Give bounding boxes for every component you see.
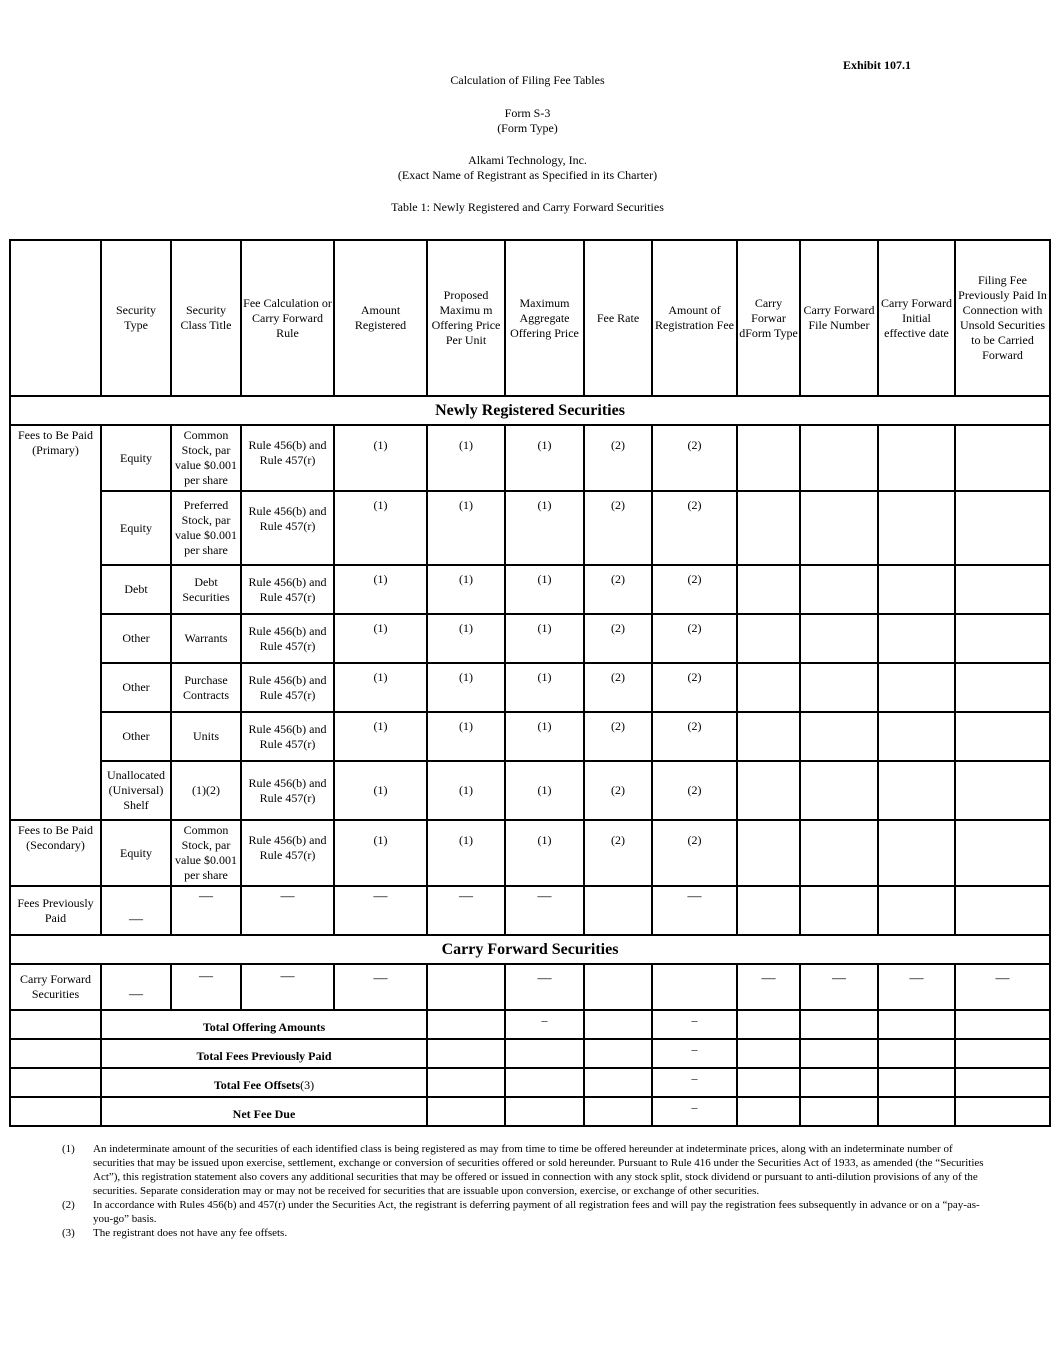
max-aggregate-price: (1) [505, 663, 584, 712]
empty-dash: — [241, 886, 334, 935]
fee-rule: Rule 456(b) and Rule 457(r) [241, 614, 334, 663]
col-header: Proposed Maximu m Offering Price Per Unit [427, 240, 505, 396]
footnote-number: (1) [62, 1143, 75, 1155]
amount-registered: (1) [334, 820, 427, 886]
fee-rule: Rule 456(b) and Rule 457(r) [241, 425, 334, 491]
table-row [10, 565, 1050, 614]
security-class-title: Units [171, 712, 241, 761]
footnote-number: (3) [62, 1227, 75, 1239]
security-class-title: Common Stock, par value $0.001 per share [171, 820, 241, 886]
form-name: Form S-3 [504, 106, 551, 120]
price-per-unit: (1) [427, 565, 505, 614]
footnote-text: An indeterminate amount of the securities of each identified class is being registered as may from time to time be offered hereunder at indeterminate prices, along with an indeterminate number of securities that may be issued upon exercise, settlement, exchange or conversion of securities offered or sold hereunder. Pursuant to Rule 416 under the Securities Act of 1933, as amended (the “Securities Act”), this registration statement also covers any additional securities that may be offered or issued in connection with any stock split, stock dividend or pursuant to anti-dilution provisions of any of the securities. Separate consideration may or may not be received for securities that are issuable upon conversion, exercise, or exchange of other securities. [93, 1143, 984, 1197]
security-class-title: (1)(2) [171, 761, 241, 820]
table-row [10, 761, 1050, 820]
column-header-row [10, 240, 1050, 396]
empty-dash: — [955, 964, 1050, 1010]
totals-row [10, 1097, 1050, 1126]
empty-dash: — [878, 964, 955, 1010]
table-row [10, 886, 1050, 935]
table-row [10, 712, 1050, 761]
col-header: Amount Registered [334, 240, 427, 396]
security-type: Equity [101, 491, 171, 565]
registrant-label: (Exact Name of Registrant as Specified in its Charter) [397, 168, 658, 182]
footnote [62, 1198, 992, 1226]
registration-fee: (2) [652, 712, 737, 761]
security-type: Unallocated (Universal) Shelf [101, 761, 171, 820]
max-aggregate-price: (1) [505, 425, 584, 491]
empty-dash: — [505, 964, 584, 1010]
security-class-title: Warrants [171, 614, 241, 663]
footnote [62, 1226, 992, 1240]
table-row [10, 614, 1050, 663]
col-header: Carry Forward Initial effective date [878, 240, 955, 396]
empty-dash: — [101, 964, 171, 1010]
table-row [10, 425, 1050, 491]
empty-dash: — [652, 886, 737, 935]
max-aggregate-price: (1) [505, 712, 584, 761]
table-row [10, 964, 1050, 1010]
fee-rule: Rule 456(b) and Rule 457(r) [241, 820, 334, 886]
empty-dash: — [101, 886, 171, 935]
table-title: Table 1: Newly Registered and Carry Forward Securities [391, 200, 664, 214]
total-previously-paid-value: – [652, 1039, 737, 1068]
fee-rule: Rule 456(b) and Rule 457(r) [241, 712, 334, 761]
total-fee-offsets-text: Total Fee Offsets [213, 1078, 301, 1092]
empty-dash: — [171, 886, 241, 935]
registration-fee: (2) [652, 491, 737, 565]
totals-row [10, 1039, 1050, 1068]
footnote-text: In accordance with Rules 456(b) and 457(r) under the Securities Act, the registrant is deferring payment of all registration fees and will pay the registration fees subsequently in advance or on a “pay-as-you-go” basis. [93, 1199, 980, 1225]
fee-rate: (2) [584, 712, 652, 761]
fee-rule: Rule 456(b) and Rule 457(r) [241, 761, 334, 820]
totals-row [10, 1068, 1050, 1097]
amount-registered: (1) [334, 761, 427, 820]
col-header: Filing Fee Previously Paid In Connection with Unsold Securities to be Carried Forward [955, 240, 1050, 396]
total-offering-label: Total Offering Amounts [101, 1010, 427, 1039]
max-aggregate-price: (1) [505, 761, 584, 820]
col-header: Carry Forward File Number [800, 240, 878, 396]
fee-table [9, 239, 1051, 1127]
empty-dash: — [334, 964, 427, 1010]
amount-registered: (1) [334, 491, 427, 565]
total-offering-value: – [505, 1010, 584, 1039]
section-heading-newly-registered: Newly Registered Securities [10, 396, 1050, 425]
amount-registered: (1) [334, 425, 427, 491]
footnote-ref: (3) [300, 1078, 315, 1092]
security-type: Other [101, 663, 171, 712]
max-aggregate-price: (1) [505, 820, 584, 886]
amount-registered: (1) [334, 712, 427, 761]
security-type: Debt [101, 565, 171, 614]
fee-rate: (2) [584, 761, 652, 820]
empty-dash: — [505, 886, 584, 935]
total-previously-paid-label: Total Fees Previously Paid [101, 1039, 427, 1068]
price-per-unit: (1) [427, 491, 505, 565]
security-type: Equity [101, 425, 171, 491]
empty-dash: — [241, 964, 334, 1010]
security-class-title: Purchase Contracts [171, 663, 241, 712]
col-header: Fee Calculation or Carry Forward Rule [241, 240, 334, 396]
price-per-unit: (1) [427, 425, 505, 491]
group-label-previously-paid: Fees Previously Paid [10, 886, 101, 935]
fee-rate: (2) [584, 565, 652, 614]
net-fee-due-value: – [652, 1097, 737, 1126]
table-row [10, 491, 1050, 565]
price-per-unit: (1) [427, 761, 505, 820]
col-header: Security Class Title [171, 240, 241, 396]
security-class-title: Common Stock, par value $0.001 per share [171, 425, 241, 491]
col-header [10, 240, 101, 396]
empty-dash: — [334, 886, 427, 935]
max-aggregate-price: (1) [505, 614, 584, 663]
registration-fee: (2) [652, 820, 737, 886]
security-type: Other [101, 712, 171, 761]
max-aggregate-price: (1) [505, 565, 584, 614]
page-title: Calculation of Filing Fee Tables [450, 73, 605, 87]
fee-rule: Rule 456(b) and Rule 457(r) [241, 491, 334, 565]
price-per-unit: (1) [427, 712, 505, 761]
net-fee-due-label: Net Fee Due [101, 1097, 427, 1126]
fee-rate: (2) [584, 614, 652, 663]
total-fee-offsets-value: – [652, 1068, 737, 1097]
registration-fee: (2) [652, 663, 737, 712]
col-header: Maximum Aggregate Offering Price [505, 240, 584, 396]
price-per-unit: (1) [427, 614, 505, 663]
col-header: Fee Rate [584, 240, 652, 396]
section-heading-carry-forward: Carry Forward Securities [10, 935, 1050, 964]
security-class-title: Preferred Stock, par value $0.001 per share [171, 491, 241, 565]
security-class-title: Debt Securities [171, 565, 241, 614]
registrant-name: Alkami Technology, Inc. [468, 153, 587, 167]
empty-dash: — [737, 964, 800, 1010]
fee-rate: (2) [584, 663, 652, 712]
col-header: Security Type [101, 240, 171, 396]
exhibit-number: Exhibit 107.1 [842, 58, 911, 72]
empty-dash: — [800, 964, 878, 1010]
group-label-secondary: Fees to Be Paid (Secondary) [10, 820, 101, 886]
fee-rate: (2) [584, 425, 652, 491]
registration-fee: (2) [652, 761, 737, 820]
fee-rate: (2) [584, 820, 652, 886]
col-header: Carry Forwar dForm Type [737, 240, 800, 396]
footnote-text: The registrant does not have any fee offsets. [93, 1227, 288, 1239]
footnote [62, 1142, 992, 1198]
fee-rule: Rule 456(b) and Rule 457(r) [241, 565, 334, 614]
form-type-label: (Form Type) [497, 121, 558, 135]
registration-fee: (2) [652, 425, 737, 491]
amount-registered: (1) [334, 663, 427, 712]
fee-rule: Rule 456(b) and Rule 457(r) [241, 663, 334, 712]
total-fee-offsets-label [101, 1068, 427, 1097]
totals-row [10, 1010, 1050, 1039]
group-label-carry-forward: Carry Forward Securities [10, 964, 101, 1010]
security-type: Other [101, 614, 171, 663]
empty-dash: — [427, 886, 505, 935]
col-header: Amount of Registration Fee [652, 240, 737, 396]
security-type: Equity [101, 820, 171, 886]
max-aggregate-price: (1) [505, 491, 584, 565]
footnotes [62, 1142, 992, 1240]
price-per-unit: (1) [427, 663, 505, 712]
table-row [10, 663, 1050, 712]
registration-fee: (2) [652, 614, 737, 663]
registration-fee: (2) [652, 565, 737, 614]
group-label-primary: Fees to Be Paid (Primary) [10, 425, 101, 820]
fee-rate: (2) [584, 491, 652, 565]
total-offering-fee: – [652, 1010, 737, 1039]
price-per-unit: (1) [427, 820, 505, 886]
amount-registered: (1) [334, 614, 427, 663]
amount-registered: (1) [334, 565, 427, 614]
empty-dash: — [171, 964, 241, 1010]
table-row [10, 820, 1050, 886]
footnote-number: (2) [62, 1199, 75, 1211]
